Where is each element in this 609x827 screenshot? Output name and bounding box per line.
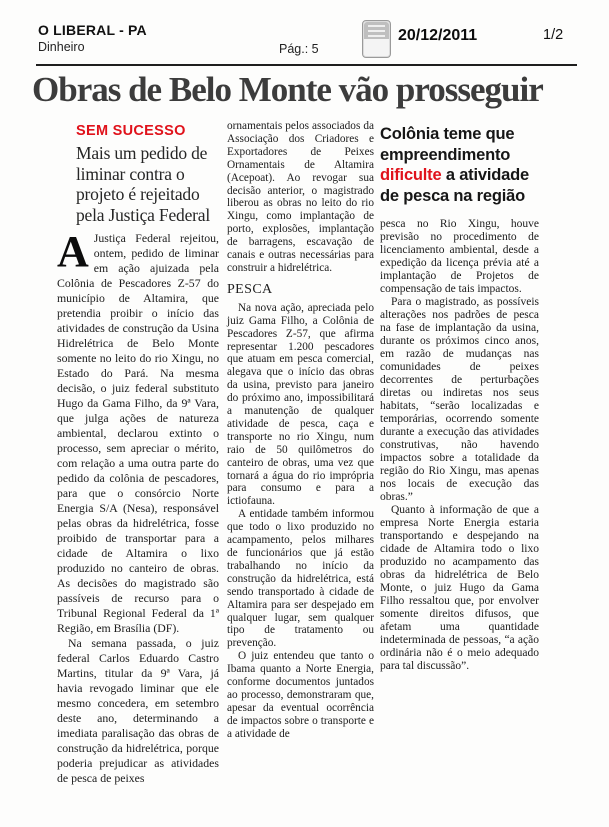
paragraph: pesca no Rio Xingu, houve previsão no procedimento de licenciamento ambiental, desde a expedição da licença prévia até a implantação de Projetos de compensação de tais impactos. (380, 218, 539, 295)
paragraph: ornamentais pelos associados da Associação dos Criadores e Exportadores de Peixes Ornamentais de Altamira (Acepoat). Ao revogar sua decisão anterior, o magistrado liberou as obras no leito do rio Xingu, como implantação de porto, explosões, implantação de barragens, escavação de canais e outras necessárias para construir a hidrelétrica. (227, 120, 374, 274)
paragraph: O juiz entendeu que tanto o Ibama quanto a Norte Energia, conforme documentos juntados ao processo, demonstraram que, apesar da eventual ocorrência de impactos sobre o transporte e a atividade de (227, 650, 374, 740)
column-right (380, 124, 539, 673)
paragraph: Na semana passada, o juiz federal Carlos Eduardo Castro Martins, titular da 9ª Vara, já havia revogado liminar que ele mesmo concedera, em setembro deste ano, determinando a imediata paralisação das obras de construção da hidrelétrica, porque poderia prejudicar as atividades de pesca de peixes (57, 636, 219, 785)
kicker: SEM SUCESSO (76, 123, 186, 139)
crosshead-pesca: PESCA (227, 281, 273, 297)
paragraph (57, 227, 219, 636)
paragraph-text: Justiça Federal rejeitou, ontem, pedido de liminar em ação ajuizada pela Colônia de Pescadores Z-57 do município de Altamira, que pretendia proibir o início das atividades de construção da Usina Hidrelétrica de Belo Monte somente no leito do rio Xingu, no Estado do Pará. Na mesma decisão, o juiz federal substituto Hugo da Gama Filho, da 9ª Vara, que julga ações de natureza ambiental, declarou extinto o processo, sem apreciar o mérito, com relação a uma outra parte do pedido da colônia de pescadores, para que o consórcio Norte Energia S/A (Nesa), responsável pelas obras da hidrelétrica, fosse proibido de transportar para a cidade de Altamira o lixo produzido no canteiro de obras. As decisões do magistrado são passíveis de recurso para o Tribunal Regional Federal da 1ª Região, em Brasília (DF). (57, 231, 219, 635)
clipping-masthead (38, 22, 147, 54)
newspaper-icon-lines (364, 22, 389, 39)
section-name: Dinheiro (38, 40, 85, 54)
dropcap: A (57, 227, 89, 276)
sheet-pagination: 1/2 (543, 27, 564, 43)
column-left (57, 227, 219, 786)
clipping-date: 20/12/2011 (398, 27, 478, 44)
deck-text-before: Colônia teme que empreendimento (380, 125, 515, 164)
deck-highlight: dificulte (380, 166, 442, 184)
publication-name: O LIBERAL - PA (38, 22, 147, 38)
paragraph: Para o magistrado, as possíveis alterações nos padrões de pesca na fase de implantação da usina, durante os próximos cinco anos, em razão de mudanças nas comunidades de peixes decorrentes de perturbações diretas ou indiretas nos seus habitats, “serão localizadas e temporárias, ocorrendo somente durante a execução das atividades construtivas, não havendo impactos sobre a totalidade da região do Rio Xingu, mas apenas nos locais de execução das obras.” (380, 296, 539, 503)
page-number-label: Pág.: 5 (279, 42, 319, 56)
deck (380, 124, 539, 206)
paragraph: A entidade também informou que todo o lixo produzido no acampamento, pelos milhares de funcionários que já estão trabalhando no início da construção da hidrelétrica, está sendo transportado à cidade de Altamira para ser despejado em qualquer lugar, sem qualquer tipo de tratamento ou prevenção. (227, 508, 374, 650)
column-middle (227, 120, 374, 741)
subhead: Mais um pedido de liminar contra o projeto é rejeitado pela Justiça Federal (76, 143, 211, 225)
header-rule (36, 64, 577, 66)
paragraph: Quanto à informação de que a empresa Norte Energia estaria transportando e despejando na cidade de Altamira todo o lixo produzido no acampamento das obras da hidrelétrica de Belo Monte, o juiz Hugo da Gama Filho ressaltou que, por envolver somente direitos difusos, que afetam uma quantidade indeterminada de pessoas, “a ação ordinária não é o meio adequado para tal discussão”. (380, 504, 539, 672)
deck-text-after: a atividade de pesca na região (380, 166, 529, 205)
kicker-block (76, 123, 228, 225)
newspaper-icon (362, 20, 391, 58)
paragraph: Na nova ação, apreciada pelo juiz Gama Filho, a Colônia de Pescadores Z-57, que afirma representar 1.200 pescadores que atuam em pesca comercial, alegava que o início das obras da usina, previsto para janeiro do próximo ano, impossibilitará a manutenção de qualquer atividade de pesca, caça e transporte no rio Xingu, num raio de 50 quilômetros do canteiro de obras, uma vez que tornará a água do rio imprópria para consumo e para a ictiofauna. (227, 301, 374, 508)
headline: Obras de Belo Monte vão prosseguir (32, 70, 543, 109)
